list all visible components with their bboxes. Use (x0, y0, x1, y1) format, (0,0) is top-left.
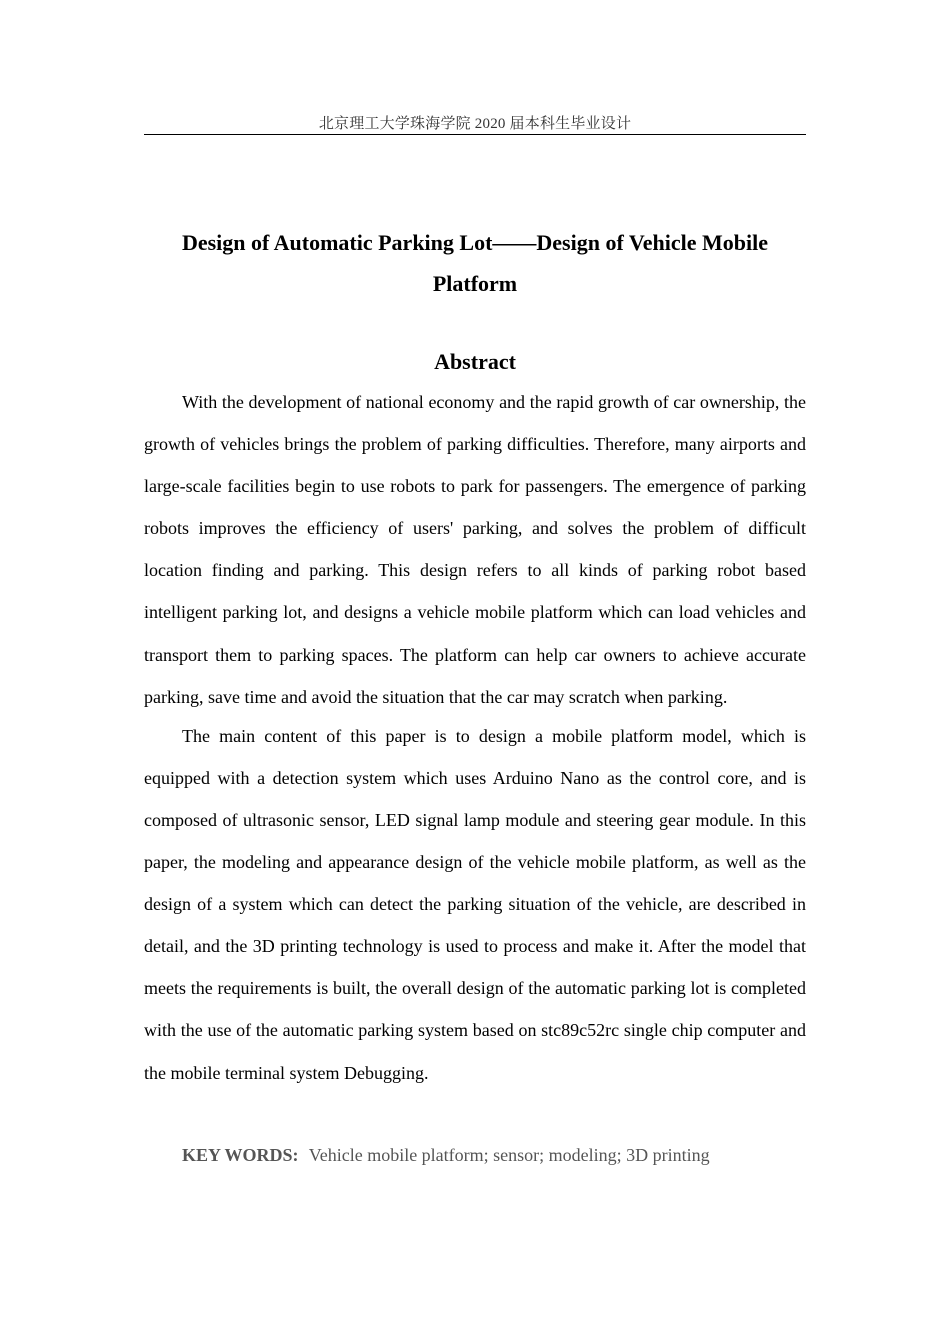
keywords-line (182, 1140, 806, 1170)
abstract-heading: Abstract (434, 349, 516, 374)
abstract-body (144, 381, 806, 1094)
keywords-label: KEY WORDS: (182, 1145, 299, 1165)
paper-title (144, 222, 806, 304)
abstract-paragraph-1: With the development of national economy and the rapid growth of car ownership, the growth of vehicles brings the problem of parking difficulties. Therefore, many airports and large-scale facilities begin to use robots to park for passengers. The emergence of parking robots improves the efficiency of users' parking, and solves the problem of difficult location finding and parking. This design refers to all kinds of parking robot based intelligent parking lot, and designs a vehicle mobile platform which can load vehicles and transport them to parking spaces. The platform can help car owners to achieve accurate parking, save time and avoid the situation that the car may scratch when parking. (144, 392, 806, 707)
abstract-paragraph-2: The main content of this paper is to design a mobile platform model, which is equipped with a detection system which uses Arduino Nano as the control core, and is composed of ultrasonic sensor, LED signal lamp module and steering gear module. In this paper, the modeling and appearance design of the vehicle mobile platform, as well as the design of a system which can detect the parking situation of the vehicle, are described in detail, and the 3D printing technology is used to process and make it. After the model that meets the requirements is built, the overall design of the automatic parking lot is completed with the use of the automatic parking system based on stc89c52rc single chip computer and the mobile terminal system Debugging. (144, 725, 806, 1083)
keywords-text: Vehicle mobile platform; sensor; modeling; 3D printing (308, 1145, 710, 1165)
page-header: 北京理工大学珠海学院 2020 届本科生毕业设计 (144, 114, 806, 135)
paper-title-line-2: Platform (432, 271, 518, 296)
paper-title-line-1: Design of Automatic Parking Lot——Design of Vehicle Mobile (181, 230, 769, 255)
